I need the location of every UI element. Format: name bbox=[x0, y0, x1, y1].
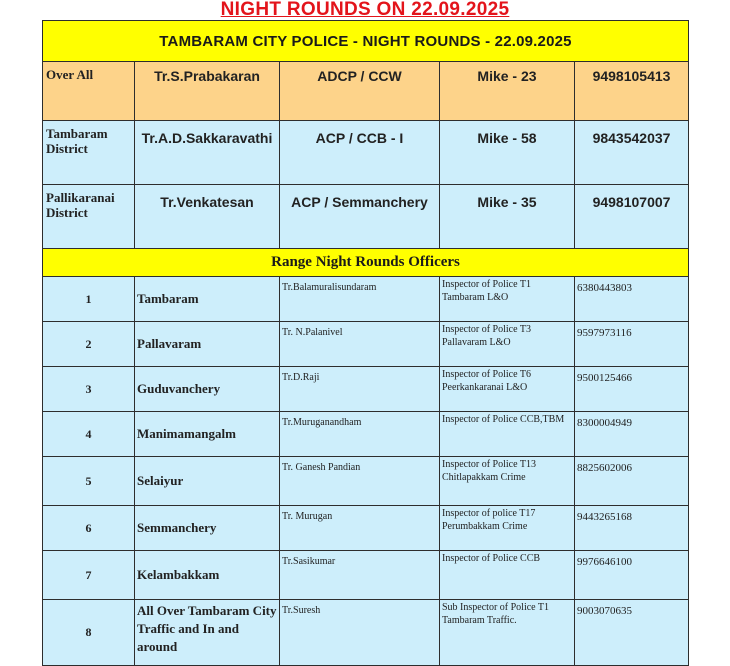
range-officer-name: Tr.Muruganandham bbox=[280, 412, 440, 457]
range-officer-row bbox=[43, 457, 689, 506]
range-officer-designation: Inspector of Police CCB,TBM bbox=[440, 412, 575, 457]
range-officer-designation: Inspector of police T17 Perumbakkam Crime bbox=[440, 506, 575, 551]
range-officer-phone: 9597973116 bbox=[575, 322, 689, 367]
range-officer-name: Tr. Murugan bbox=[280, 506, 440, 551]
range-place: Pallavaram bbox=[135, 322, 280, 367]
officer-mike: Mike - 58 bbox=[440, 121, 575, 185]
range-officer-name: Tr.Balamuralisundaram bbox=[280, 277, 440, 322]
serial-number: 6 bbox=[43, 506, 135, 551]
officer-designation: ACP / Semmanchery bbox=[280, 185, 440, 249]
officer-mike: Mike - 23 bbox=[440, 62, 575, 121]
range-officer-row bbox=[43, 412, 689, 457]
range-officer-name: Tr. N.Palanivel bbox=[280, 322, 440, 367]
range-officer-designation: Inspector of Police T1 Tambaram L&O bbox=[440, 277, 575, 322]
range-officer-designation: Inspector of Police T6 Peerkankaranai L&O bbox=[440, 367, 575, 412]
officer-area: Tambaram District bbox=[43, 121, 135, 185]
senior-officer-row bbox=[43, 185, 689, 249]
range-officer-row bbox=[43, 367, 689, 412]
range-officer-row bbox=[43, 551, 689, 600]
range-officer-phone: 9003070635 bbox=[575, 600, 689, 666]
officer-area: Pallikaranai District bbox=[43, 185, 135, 249]
officer-area: Over All bbox=[43, 62, 135, 121]
page-title: NIGHT ROUNDS ON 22.09.2025 bbox=[220, 0, 510, 20]
range-officer-phone: 9976646100 bbox=[575, 551, 689, 600]
range-officer-name: Tr.Suresh bbox=[280, 600, 440, 666]
range-officer-row bbox=[43, 600, 689, 666]
range-place: Selaiyur bbox=[135, 457, 280, 506]
senior-officer-row bbox=[43, 121, 689, 185]
officer-phone: 9498107007 bbox=[575, 185, 689, 249]
range-place: Tambaram bbox=[135, 277, 280, 322]
officer-name: Tr.S.Prabakaran bbox=[135, 62, 280, 121]
officer-name: Tr.Venkatesan bbox=[135, 185, 280, 249]
banner-row bbox=[43, 21, 689, 62]
banner-title: TAMBARAM CITY POLICE - NIGHT ROUNDS - 22.09.2025 bbox=[43, 21, 689, 62]
range-officer-designation: Inspector of Police T3 Pallavaram L&O bbox=[440, 322, 575, 367]
range-officer-phone: 8300004949 bbox=[575, 412, 689, 457]
officer-mike: Mike - 35 bbox=[440, 185, 575, 249]
range-officer-phone: 8825602006 bbox=[575, 457, 689, 506]
officer-name: Tr.A.D.Sakkaravathi bbox=[135, 121, 280, 185]
range-officer-name: Tr.Sasikumar bbox=[280, 551, 440, 600]
serial-number: 3 bbox=[43, 367, 135, 412]
serial-number: 8 bbox=[43, 600, 135, 666]
officer-phone: 9843542037 bbox=[575, 121, 689, 185]
serial-number: 5 bbox=[43, 457, 135, 506]
range-officer-row bbox=[43, 277, 689, 322]
senior-officer-row bbox=[43, 62, 689, 121]
range-heading-row bbox=[43, 249, 689, 277]
serial-number: 4 bbox=[43, 412, 135, 457]
officer-phone: 9498105413 bbox=[575, 62, 689, 121]
night-rounds-table bbox=[42, 20, 689, 666]
range-place: Kelambakkam bbox=[135, 551, 280, 600]
officer-designation: ADCP / CCW bbox=[280, 62, 440, 121]
range-officer-name: Tr. Ganesh Pandian bbox=[280, 457, 440, 506]
range-officer-phone: 6380443803 bbox=[575, 277, 689, 322]
serial-number: 2 bbox=[43, 322, 135, 367]
range-officer-name: Tr.D.Raji bbox=[280, 367, 440, 412]
range-officer-phone: 9500125466 bbox=[575, 367, 689, 412]
range-place: All Over Tambaram City Traffic and In and around bbox=[135, 600, 280, 666]
serial-number: 1 bbox=[43, 277, 135, 322]
range-officer-designation: Inspector of Police CCB bbox=[440, 551, 575, 600]
range-officer-row bbox=[43, 506, 689, 551]
range-place: Guduvanchery bbox=[135, 367, 280, 412]
range-officer-designation: Inspector of Police T13 Chitlapakkam Crime bbox=[440, 457, 575, 506]
range-officer-row bbox=[43, 322, 689, 367]
range-place: Manimamangalm bbox=[135, 412, 280, 457]
serial-number: 7 bbox=[43, 551, 135, 600]
range-officer-designation: Sub Inspector of Police T1 Tambaram Traffic. bbox=[440, 600, 575, 666]
range-heading: Range Night Rounds Officers bbox=[43, 249, 689, 277]
range-place: Semmanchery bbox=[135, 506, 280, 551]
range-officer-phone: 9443265168 bbox=[575, 506, 689, 551]
officer-designation: ACP / CCB - I bbox=[280, 121, 440, 185]
